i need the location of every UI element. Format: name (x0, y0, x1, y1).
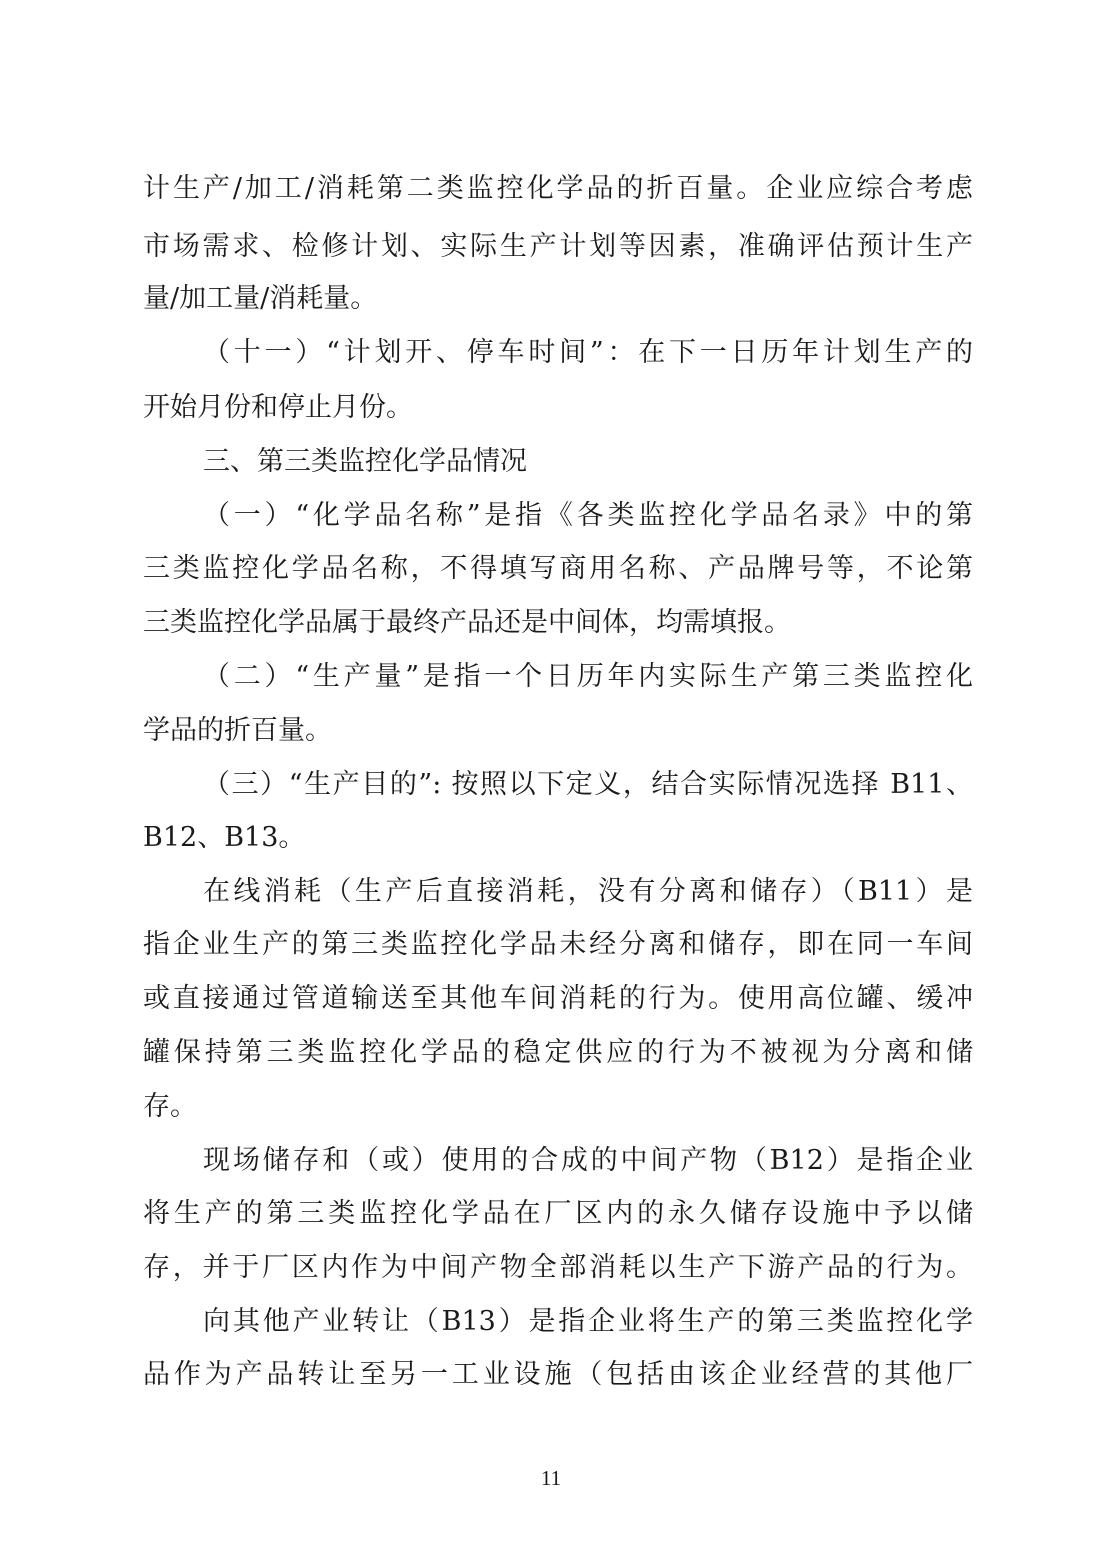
page-number: 11 (540, 1466, 562, 1490)
body-text-line: 现场储存和（或）使用的合成的中间产物（B12）是指企业 (203, 1145, 973, 1176)
body-text-line: 计生产/加工/消耗第二类监控化学品的折百量。企业应综合考虑 (143, 173, 973, 204)
body-text-line: 开始月份和停止月份。 (143, 392, 413, 423)
body-text-line: 市场需求、检修计划、实际生产计划等因素，准确评估预计生产 (143, 231, 973, 262)
body-text-line: 或直接通过管道输送至其他车间消耗的行为。使用高位罐、缓冲 (143, 983, 973, 1014)
body-text-line: 存，并于厂区内作为中间产物全部消耗以生产下游产品的行为。 (143, 1252, 973, 1283)
body-text-line: 量/加工量/消耗量。 (143, 283, 378, 314)
body-text-line: B12、B13。 (143, 822, 306, 853)
body-text-line: 向其他产业转让（B13）是指企业将生产的第三类监控化学 (203, 1306, 973, 1337)
section-heading: 三、第三类监控化学品情况 (203, 446, 527, 477)
body-text-line: 在线消耗（生产后直接消耗，没有分离和储存）（B11）是 (203, 876, 973, 907)
body-text-line: （二）“生产量”是指一个日历年内实际生产第三类监控化 (203, 661, 973, 692)
body-text-line: 罐保持第三类监控化学品的稳定供应的行为不被视为分离和储 (143, 1037, 973, 1068)
body-text-line: 品作为产品转让至另一工业设施（包括由该企业经营的其他厂 (143, 1359, 973, 1390)
body-text-line: 指企业生产的第三类监控化学品未经分离和储存，即在同一车间 (143, 929, 973, 960)
body-text-line: （三）“生产目的”: 按照以下定义，结合实际情况选择 B11、 (203, 769, 973, 800)
body-text-line: （一）“化学品名称”是指《各类监控化学品名录》中的第 (203, 500, 973, 531)
body-text-line: 学品的折百量。 (143, 715, 332, 746)
body-text-line: 存。 (143, 1091, 197, 1122)
body-text-line: 三类监控化学品名称，不得填写商用名称、产品牌号等，不论第 (143, 553, 973, 584)
body-text-line: （十一）“计划开、停车时间”：在下一日历年计划生产的 (203, 337, 973, 368)
body-text-line: 三类监控化学品属于最终产品还是中间体，均需填报。 (143, 607, 791, 638)
body-text-line: 将生产的第三类监控化学品在厂区内的永久储存设施中予以储 (143, 1198, 973, 1229)
